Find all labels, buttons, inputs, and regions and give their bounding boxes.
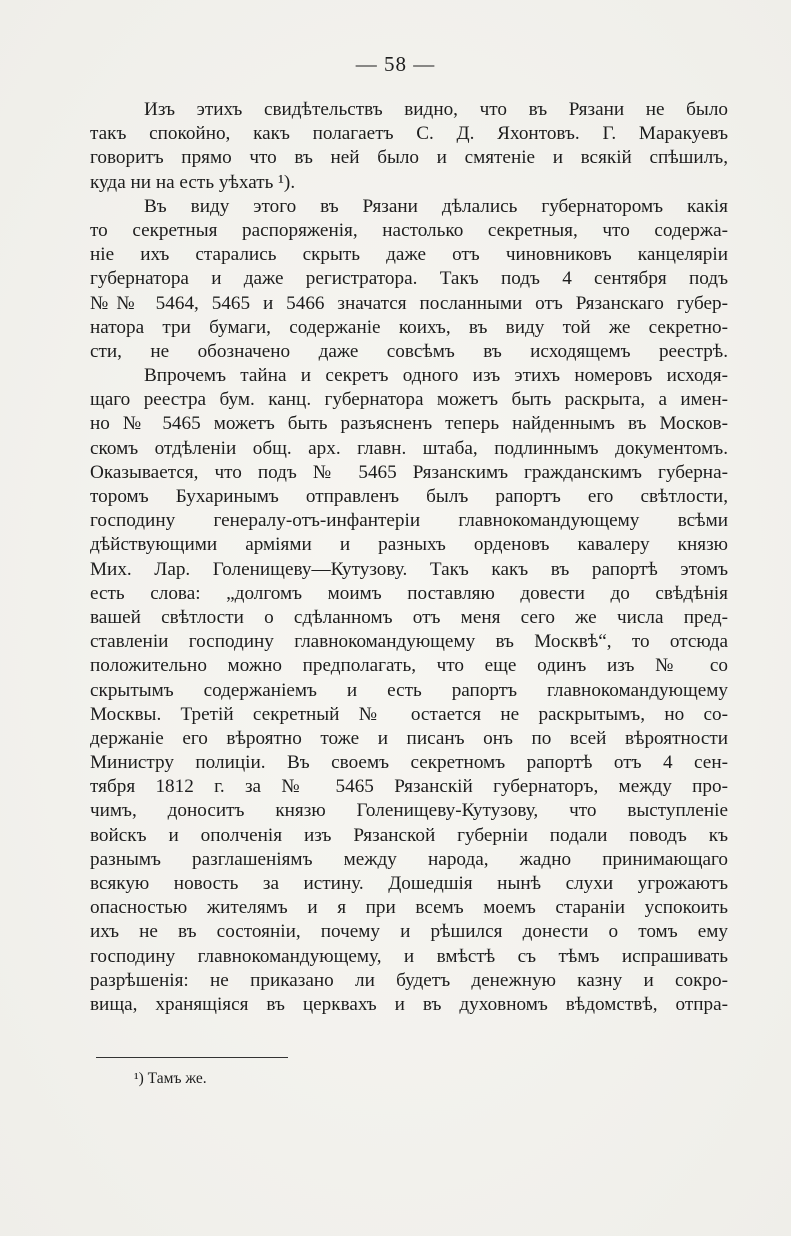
text-line: ихъ не въ состояніи, почему и рѣшился донести о томъ ему xyxy=(90,921,728,943)
text-line: Министру полиціи. Въ своемъ секретномъ рапортѣ отъ 4 сен- xyxy=(90,752,728,774)
footnote-divider xyxy=(96,1057,288,1058)
text-line: господину главнокомандующему, и вмѣстѣ съ тѣмъ испрашивать xyxy=(90,945,728,967)
text-line: тября 1812 г. за № 5465 Рязанскій губернаторъ, между про- xyxy=(90,776,728,798)
text-line: всякую новость за истину. Дошедшія нынѣ слухи угрожаютъ xyxy=(90,873,728,894)
text-line: такъ спокойно, какъ полагаетъ С. Д. Яхонтовъ. Г. Маракуевъ xyxy=(90,123,728,145)
text-line: вища, хранящіяся въ церквахъ и въ духовномъ вѣдомствѣ, отпра- xyxy=(90,993,728,1015)
text-line: чимъ, доноситъ князю Голенищеву-Кутузову, что выступленіе xyxy=(90,800,728,822)
text-line: вашей свѣтлости о сдѣланномъ отъ меня сего же числа пред- xyxy=(90,606,728,628)
text-line: Въ виду этого въ Рязани дѣлались губернаторомъ какія xyxy=(144,195,728,217)
text-line: натора три бумаги, содержаніе коихъ, въ виду той же секретно- xyxy=(90,316,728,338)
text-line: скомъ отдѣленіи общ. арх. главн. штаба, подлиннымъ документомъ. xyxy=(90,437,728,459)
text-line: Мих. Лар. Голенищеву—Кутузову. Такъ какъ въ рапортѣ этомъ xyxy=(90,558,728,580)
text-line: торомъ Бухаринымъ отправленъ былъ рапортъ его свѣтлости, xyxy=(90,486,728,507)
text-line: положительно можно предполагать, что еще одинъ изъ № со xyxy=(90,655,728,677)
text-line: щаго реестра бум. канц. губернатора можетъ быть раскрыта, а имен- xyxy=(90,389,728,411)
text-line: но № 5465 можетъ быть разъясненъ теперь найденнымъ въ Москов- xyxy=(90,413,728,435)
text-line: ставленіи господину главнокомандующему въ Москвѣ“, то отсюда xyxy=(90,631,728,653)
text-line: говоритъ прямо что въ ней было и смятеніе и всякій спѣшилъ, xyxy=(90,147,728,169)
text-line: опасностью жителямъ и я при всемъ моемъ стараніи успокоить xyxy=(90,897,728,919)
text-line: губернатора и даже регистратора. Такъ подъ 4 сентября подъ xyxy=(90,268,728,290)
text-line: есть слова: „долгомъ моимъ поставляю довести до свѣдѣнія xyxy=(90,582,728,604)
text-line: разнымъ разглашеніямъ между народа, жадно принимающаго xyxy=(90,848,728,870)
text-line: ніе ихъ старались скрыть даже отъ чиновниковъ канцеляріи xyxy=(90,244,728,266)
body-text xyxy=(90,98,728,1017)
text-line: разрѣшенія: не приказано ли будетъ денежную казну и сокро- xyxy=(90,969,728,991)
text-line: Впрочемъ тайна и секретъ одного изъ этихъ номеровъ исходя- xyxy=(144,365,728,387)
text-line: куда ни на есть уѣхать ¹). xyxy=(90,171,296,193)
footnote: ¹) Тамъ же. xyxy=(134,1070,207,1087)
text-line: скрытымъ содержаніемъ и есть рапортъ главнокомандующему xyxy=(90,679,728,701)
text-line: держаніе его вѣроятно тоже и писанъ онъ по всей вѣроятности xyxy=(90,727,728,749)
text-line: то секретныя распоряженія, настолько секретныя, что содержа- xyxy=(90,219,728,241)
page-number: — 58 — xyxy=(355,52,436,76)
text-line: войскъ и ополченія изъ Рязанской губерніи подали поводъ къ xyxy=(90,824,728,846)
text-line: №№ 5464, 5465 и 5466 значатся посланными отъ Рязанскаго губер- xyxy=(90,292,728,314)
text-line: дѣйствующими арміями и разныхъ орденовъ кавалеру князю xyxy=(90,534,728,556)
text-line: Изъ этихъ свидѣтельствъ видно, что въ Рязани не было xyxy=(144,99,728,120)
text-line: господину генералу-отъ-инфантеріи главнокомандующему всѣми xyxy=(90,510,728,532)
text-line: Москвы. Третій секретный № остается не раскрытымъ, но со- xyxy=(90,703,728,725)
text-line: сти, не обозначено даже совсѣмъ въ исходящемъ реестрѣ. xyxy=(90,340,728,362)
text-line: Оказывается, что подъ № 5465 Рязанскимъ гражданскимъ губерна- xyxy=(90,461,728,483)
